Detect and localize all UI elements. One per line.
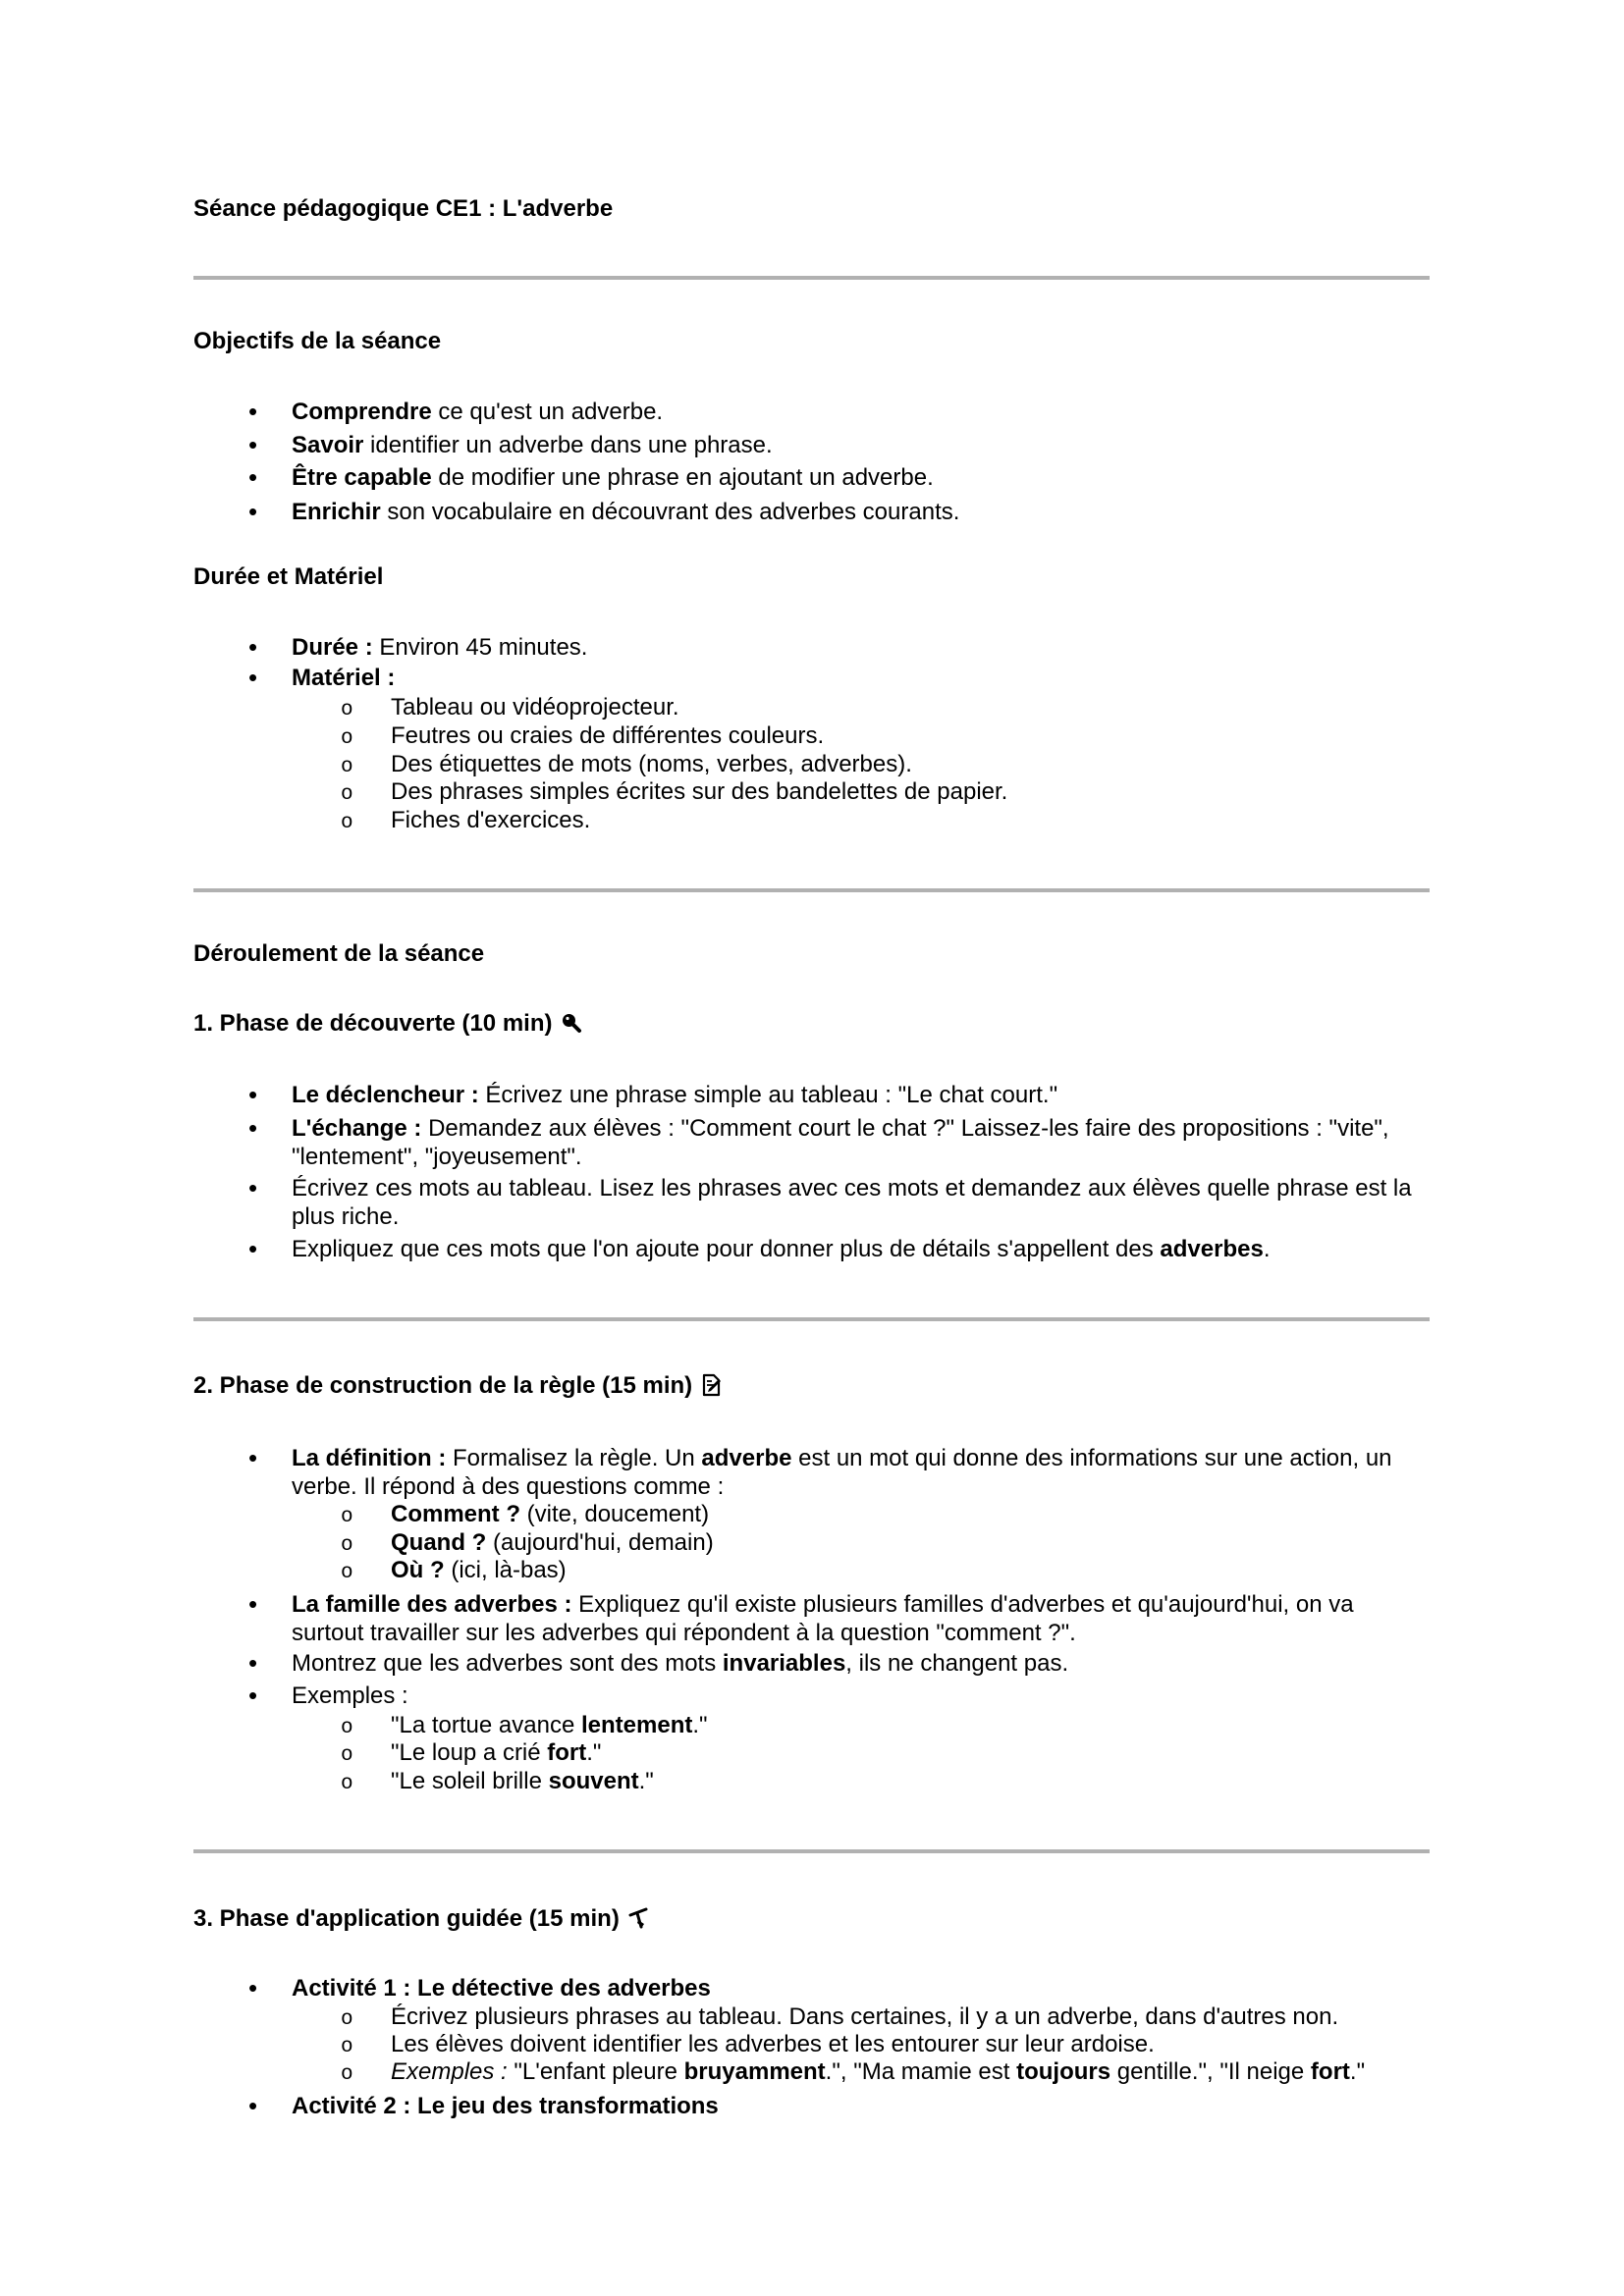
italic-label: Exemples : bbox=[391, 2058, 508, 2085]
bullet-icon bbox=[248, 664, 257, 693]
bold-term: adverbe bbox=[701, 1445, 792, 1471]
item-text: Exemples : bbox=[292, 1682, 408, 1709]
section-heading-deroulement: Déroulement de la séance bbox=[193, 940, 485, 967]
item-text: . bbox=[1263, 1236, 1271, 1262]
bullet-icon bbox=[248, 1114, 257, 1144]
sub-list-item bbox=[391, 2030, 1432, 2058]
list-item-famille bbox=[292, 1590, 1421, 1647]
phase-heading-text: 3. Phase d'application guidée (15 min) bbox=[193, 1905, 620, 1932]
sub-list-item bbox=[391, 1767, 1432, 1795]
bold-term: La famille des adverbes : bbox=[292, 1591, 572, 1618]
item-text: Les élèves doivent identifier les adverbes et les entourer sur leur ardoise. bbox=[391, 2031, 1155, 2057]
item-text: (ici, là-bas) bbox=[444, 1557, 567, 1583]
circle-bullet-icon bbox=[341, 1738, 353, 1770]
item-text: "La tortue avance bbox=[391, 1712, 581, 1738]
item-text: Fiches d'exercices. bbox=[391, 807, 591, 833]
bold-term: adverbes bbox=[1160, 1236, 1264, 1262]
item-text: .", "Ma mamie est bbox=[825, 2058, 1017, 2085]
bullet-icon bbox=[248, 1081, 257, 1110]
item-text: Des phrases simples écrites sur des bandelettes de papier. bbox=[391, 778, 1008, 805]
bold-term: Activité 2 : Le jeu des transformations bbox=[292, 2093, 719, 2119]
section-heading-duree-materiel: Durée et Matériel bbox=[193, 563, 384, 590]
bullet-icon bbox=[248, 1649, 257, 1679]
bullet-icon bbox=[248, 1174, 257, 1203]
circle-bullet-icon bbox=[341, 721, 353, 753]
bold-term: Savoir bbox=[292, 432, 364, 458]
bold-term: Quand ? bbox=[391, 1529, 487, 1556]
item-text: Formalisez la règle. Un bbox=[446, 1445, 702, 1471]
list-item bbox=[292, 431, 1421, 459]
circle-bullet-icon bbox=[341, 1500, 353, 1531]
bold-term: Enrichir bbox=[292, 499, 381, 525]
bullet-icon bbox=[248, 633, 257, 663]
item-text: "L'enfant pleure bbox=[507, 2058, 684, 2085]
bullet-icon bbox=[248, 1974, 257, 2003]
sub-list-item bbox=[391, 1738, 1432, 1767]
list-item bbox=[292, 398, 1421, 426]
item-text: Écrivez ces mots au tableau. Lisez les phrases avec ces mots et demandez aux élèves quelle phrase est la plus riche. bbox=[292, 1175, 1412, 1230]
bold-term: toujours bbox=[1016, 2058, 1111, 2085]
list-item bbox=[292, 1174, 1421, 1231]
sub-list-item bbox=[391, 1556, 1432, 1584]
circle-bullet-icon bbox=[341, 2057, 353, 2089]
list-item-definition bbox=[292, 1444, 1421, 1501]
bullet-icon bbox=[248, 1235, 257, 1264]
horizontal-rule bbox=[193, 1849, 1430, 1853]
item-text: de modifier une phrase en ajoutant un adverbe. bbox=[431, 464, 934, 491]
item-text: identifier un adverbe dans une phrase. bbox=[363, 432, 773, 458]
list-item bbox=[292, 1235, 1421, 1263]
bold-term: Durée : bbox=[292, 634, 373, 661]
list-item bbox=[292, 463, 1421, 492]
item-text: ce qu'est un adverbe. bbox=[431, 399, 664, 425]
sub-list-item bbox=[391, 693, 1432, 721]
bold-term: bruyamment bbox=[683, 2058, 826, 2085]
sub-list-item bbox=[391, 806, 1432, 834]
sub-list-item bbox=[391, 2002, 1432, 2031]
section-heading-objectifs: Objectifs de la séance bbox=[193, 328, 442, 354]
bullet-icon bbox=[248, 498, 257, 527]
item-text: ." bbox=[586, 1739, 602, 1766]
phase-heading-3 bbox=[193, 1904, 651, 1933]
list-item bbox=[292, 1114, 1421, 1171]
bold-term: La définition : bbox=[292, 1445, 447, 1471]
sub-list-item bbox=[391, 1500, 1432, 1528]
circle-bullet-icon bbox=[341, 1556, 353, 1587]
list-item-duree bbox=[292, 633, 1421, 662]
phase-heading-text: 2. Phase de construction de la règle (15 min) bbox=[193, 1372, 693, 1399]
sub-list-item bbox=[391, 777, 1432, 806]
bullet-icon bbox=[248, 1590, 257, 1620]
item-text: Tableau ou vidéoprojecteur. bbox=[391, 694, 679, 721]
phase-heading-text: 1. Phase de découverte (10 min) bbox=[193, 1010, 553, 1037]
bold-term: Comprendre bbox=[292, 399, 432, 425]
memo-pencil-icon bbox=[700, 1373, 724, 1397]
item-text: Montrez que les adverbes sont des mots bbox=[292, 1650, 723, 1677]
item-text: , ils ne changent pas. bbox=[845, 1650, 1069, 1677]
list-item bbox=[292, 1081, 1421, 1109]
sub-list-item bbox=[391, 721, 1432, 750]
sub-list-item bbox=[391, 1711, 1432, 1739]
bold-term: Être capable bbox=[292, 464, 432, 491]
bold-term: fort bbox=[547, 1739, 587, 1766]
bold-term: lentement bbox=[580, 1712, 693, 1738]
circle-bullet-icon bbox=[341, 1767, 353, 1798]
phase-heading-1 bbox=[193, 1009, 583, 1038]
bold-term: fort bbox=[1310, 2058, 1350, 2085]
magnifying-glass-icon bbox=[560, 1011, 583, 1035]
document-title: Séance pédagogique CE1 : L'adverbe bbox=[193, 195, 614, 222]
bold-term: Matériel : bbox=[292, 665, 396, 691]
bold-term: L'échange : bbox=[292, 1115, 422, 1142]
item-text: Feutres ou craies de différentes couleurs. bbox=[391, 722, 825, 749]
horizontal-rule bbox=[193, 276, 1430, 280]
list-item-activite-1 bbox=[292, 1974, 1421, 2002]
item-text: gentille.", "Il neige bbox=[1110, 2058, 1311, 2085]
bold-term: Comment ? bbox=[391, 1501, 520, 1527]
list-item-materiel bbox=[292, 664, 1421, 692]
item-text: ." bbox=[692, 1712, 708, 1738]
item-text: Écrivez plusieurs phrases au tableau. Dans certaines, il y a un adverbe, dans d'autres non. bbox=[391, 2003, 1339, 2030]
item-text: Demandez aux élèves : "Comment court le chat ?" Laissez-les faire des propositions : "vite", "lentement", "joyeusement". bbox=[292, 1115, 1389, 1170]
item-text: est un mot qui donne des informations sur une action, un verbe. Il répond à des questions comme : bbox=[292, 1445, 1392, 1500]
sub-list-item bbox=[391, 750, 1432, 778]
tools-icon bbox=[627, 1906, 651, 1930]
bullet-icon bbox=[248, 431, 257, 460]
bold-term: souvent bbox=[548, 1768, 639, 1794]
list-item-invariables bbox=[292, 1649, 1421, 1678]
item-text: Expliquez que ces mots que l'on ajoute pour donner plus de détails s'appellent des bbox=[292, 1236, 1161, 1262]
bullet-icon bbox=[248, 1444, 257, 1473]
bold-term: Où ? bbox=[391, 1557, 445, 1583]
item-text: Expliquez qu'il existe plusieurs familles d'adverbes et qu'aujourd'hui, on va surtout travailler sur les adverbes qui répondent à la question "comment ?". bbox=[292, 1591, 1354, 1646]
item-text: "Le loup a crié bbox=[391, 1739, 548, 1766]
sub-list-item bbox=[391, 1528, 1432, 1557]
item-text: (aujourd'hui, demain) bbox=[486, 1529, 714, 1556]
bullet-icon bbox=[248, 398, 257, 427]
circle-bullet-icon bbox=[341, 777, 353, 809]
item-text: (vite, doucement) bbox=[520, 1501, 710, 1527]
phase-heading-2 bbox=[193, 1371, 724, 1400]
bullet-icon bbox=[248, 463, 257, 493]
list-item bbox=[292, 498, 1421, 526]
bold-term: invariables bbox=[722, 1650, 846, 1677]
horizontal-rule bbox=[193, 1317, 1430, 1321]
item-text: "Le soleil brille bbox=[391, 1768, 549, 1794]
list-item-exemples bbox=[292, 1682, 1421, 1710]
item-text: son vocabulaire en découvrant des adverbes courants. bbox=[380, 499, 960, 525]
item-text: ." bbox=[1349, 2058, 1366, 2085]
circle-bullet-icon bbox=[341, 806, 353, 837]
list-item-activite-2 bbox=[292, 2092, 1421, 2120]
circle-bullet-icon bbox=[341, 693, 353, 724]
bullet-icon bbox=[248, 2092, 257, 2121]
bold-term: Le déclencheur : bbox=[292, 1082, 479, 1108]
sub-list-item-exemples bbox=[391, 2057, 1432, 2086]
bold-term: Activité 1 : Le détective des adverbes bbox=[292, 1975, 711, 2002]
horizontal-rule bbox=[193, 888, 1430, 892]
item-text: Écrivez une phrase simple au tableau : "Le chat court." bbox=[478, 1082, 1058, 1108]
bullet-icon bbox=[248, 1682, 257, 1711]
item-text: Des étiquettes de mots (noms, verbes, adverbes). bbox=[391, 751, 912, 777]
item-text: Environ 45 minutes. bbox=[372, 634, 588, 661]
item-text: ." bbox=[638, 1768, 654, 1794]
